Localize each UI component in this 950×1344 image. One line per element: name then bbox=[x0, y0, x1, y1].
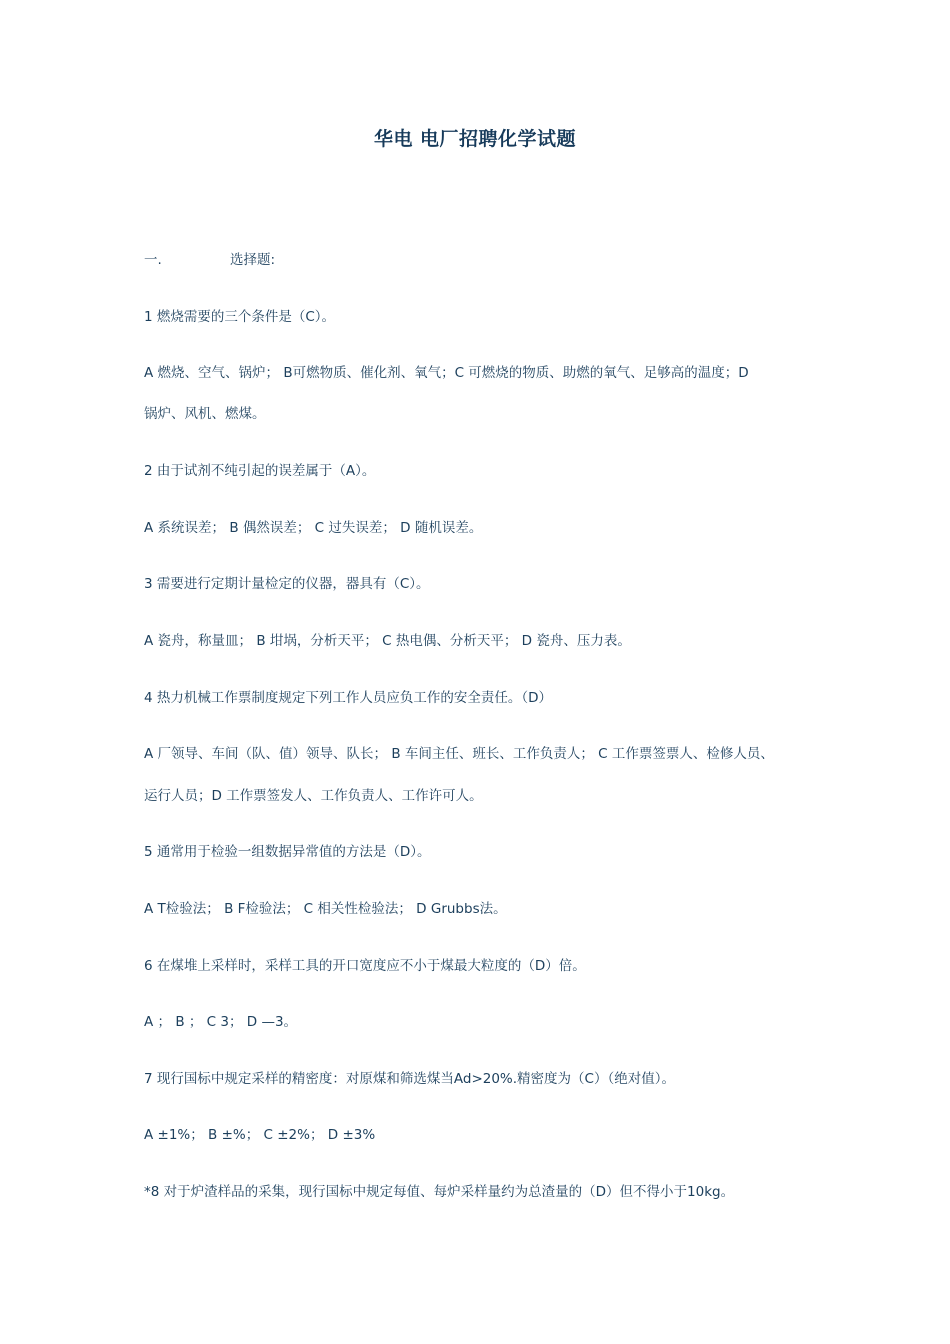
question-2: 2 由于试剂不纯引起的误差属于（A）。 bbox=[144, 463, 376, 479]
question-1: 1 燃烧需要的三个条件是（C）。 bbox=[144, 309, 336, 325]
question-6: 6 在煤堆上采样时，采样工具的开口宽度应不小于煤最大粒度的（D）倍。 bbox=[144, 958, 586, 974]
document-title: 华电 电厂招聘化学试题 bbox=[373, 128, 577, 150]
question-4-options: A 厂领导、车间（队、值）领导、队长； B 车间主任、班长、工作负责人； C 工作票签票人、检修人员、 bbox=[144, 746, 774, 762]
question-7: 7 现行国标中规定采样的精密度：对原煤和筛选煤当Ad>20%.精密度为（C）（绝对值）。 bbox=[144, 1071, 675, 1087]
question-2-options: A 系统误差； B 偶然误差； C 过失误差； D 随机误差。 bbox=[144, 520, 483, 536]
question-5: 5 通常用于检验一组数据异常值的方法是（D）。 bbox=[144, 844, 431, 860]
question-7-options: A ±1%； B ±%； C ±2%； D ±3% bbox=[144, 1127, 376, 1143]
section-label: 选择题: bbox=[230, 252, 276, 268]
question-5-options: A T检验法； B F检验法； C 相关性检验法； D Grubbs法。 bbox=[144, 901, 507, 917]
question-3: 3 需要进行定期计量检定的仪器，器具有（C）。 bbox=[144, 576, 430, 592]
question-3-options: A 瓷舟，称量皿； B 坩埚，分析天平； C 热电偶、分析天平； D 瓷舟、压力表。 bbox=[144, 633, 631, 649]
question-4: 4 热力机械工作票制度规定下列工作人员应负工作的安全责任。（D） bbox=[144, 690, 553, 706]
question-1-options: A 燃烧、空气、锅炉； B可燃物质、催化剂、氧气；C 可燃烧的物质、助燃的氧气、足够高的温度；D bbox=[144, 365, 749, 381]
section-number: 一. bbox=[144, 252, 162, 268]
question-6-options: A ； B ； C 3； D —3。 bbox=[144, 1014, 298, 1030]
question-8: *8 对于炉渣样品的采集，现行国标中规定每值、每炉采样量约为总渣量的（D）但不得小于10kg。 bbox=[144, 1184, 735, 1200]
question-1-options-cont: 锅炉、风机、燃煤。 bbox=[144, 406, 266, 422]
question-4-options-cont: 运行人员；D 工作票签发人、工作负责人、工作许可人。 bbox=[144, 788, 483, 804]
section-heading bbox=[144, 251, 275, 269]
